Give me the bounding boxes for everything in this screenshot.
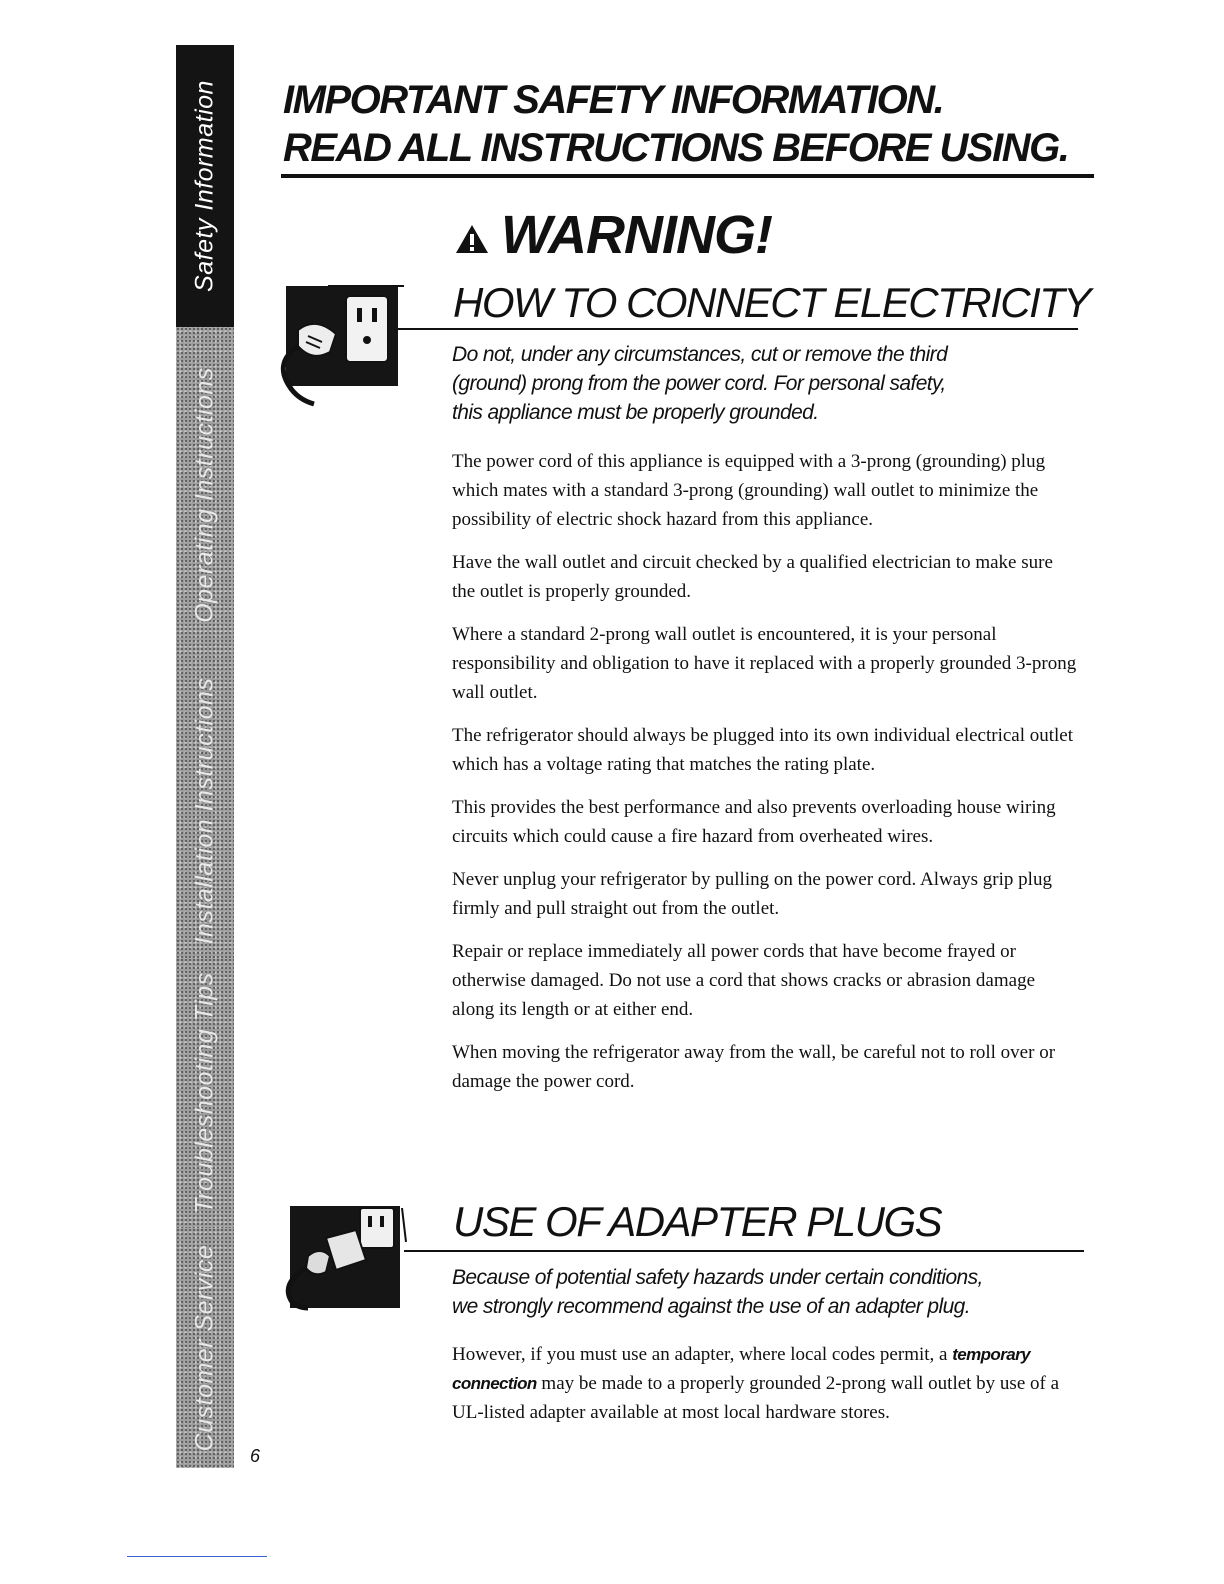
header-divider [281,174,1094,178]
section-divider [398,328,1078,330]
footer-line [127,1556,267,1557]
tab-operating-instructions[interactable] [176,327,234,663]
connect-body-text [452,447,1077,1110]
adapter-body-text [452,1340,1077,1441]
paragraph: This provides the best performance and also prevents overloading house wiring circuits which could cause a fire hazard from overheated wires. [452,797,1056,847]
lead-line: (ground) prong from the power cord. For personal safety, [452,372,946,395]
paragraph: Have the wall outlet and circuit checked by a qualified electrician to make sure the outlet is properly grounded. [452,552,1053,602]
section-tab-bar [176,45,234,1468]
paragraph: Never unplug your refrigerator by pulling on the power cord. Always grip plug firmly and pull straight out from the outlet. [452,869,1052,919]
tab-label: Customer Service [190,1244,219,1452]
section-divider [404,1250,1084,1252]
paragraph-text: However, if you must use an adapter, where local codes permit, a [452,1344,948,1365]
page-title-line-1: IMPORTANT SAFETY INFORMATION. [283,78,944,122]
tab-safety-information[interactable] [176,45,234,327]
page-title-line-2: READ ALL INSTRUCTIONS BEFORE USING. [283,126,1069,170]
section-title-adapter-plugs: USE OF ADAPTER PLUGS [453,1198,942,1245]
lead-line: this appliance must be properly grounded. [452,401,819,424]
warning-triangle-icon [455,224,489,254]
adapter-plug-icon [268,1198,408,1312]
emphasis-text: temporary connection [452,1345,1030,1393]
paragraph: Where a standard 2-prong wall outlet is encountered, it is your personal responsibility and obligation to have it replaced with a properly grounded 3-prong wall outlet. [452,624,1077,703]
tab-label: Installation Instructions [190,677,219,944]
tab-installation-instructions[interactable] [176,663,234,958]
adapter-warning-lead [452,1263,1082,1321]
tab-label: Safety Information [190,80,219,292]
tab-troubleshooting-tips[interactable] [176,958,234,1228]
paragraph: The refrigerator should always be plugged into its own individual electrical outlet which has a voltage rating that matches the rating plate. [452,725,1074,775]
warning-label: WARNING! [501,205,772,265]
tab-label: Troubleshooting Tips [190,972,219,1214]
paragraph-text: may be made to a properly grounded 2-prong wall outlet by use of a UL-listed adapter available at most local hardware stores. [452,1373,1060,1423]
warning-heading [455,205,772,265]
paragraph: When moving the refrigerator away from the wall, be careful not to roll over or damage the power cord. [452,1042,1056,1092]
paragraph [452,1340,1077,1427]
tab-customer-service[interactable] [176,1228,234,1468]
connect-warning-lead [452,340,1082,427]
lead-line: Do not, under any circumstances, cut or remove the third [452,343,948,366]
lead-line: Because of potential safety hazards under certain conditions, [452,1266,983,1289]
paragraph: The power cord of this appliance is equipped with a 3-prong (grounding) plug which mates with a standard 3-prong (grounding) wall outlet to minimize the possibility of electric shock hazard from this appliance. [452,451,1046,530]
page-number: 6 [250,1446,261,1466]
lead-line: we strongly recommend against the use of an adapter plug. [452,1295,970,1318]
page-title [283,76,1093,172]
tab-label: Operating Instructions [190,367,219,623]
paragraph: Repair or replace immediately all power cords that have become frayed or otherwise damaged. Do not use a cord that shows cracks or abrasion damage along its length or at either end. [452,941,1036,1020]
wall-outlet-plug-icon [268,280,404,410]
section-title-connect-electricity: HOW TO CONNECT ELECTRICITY [453,279,1090,326]
